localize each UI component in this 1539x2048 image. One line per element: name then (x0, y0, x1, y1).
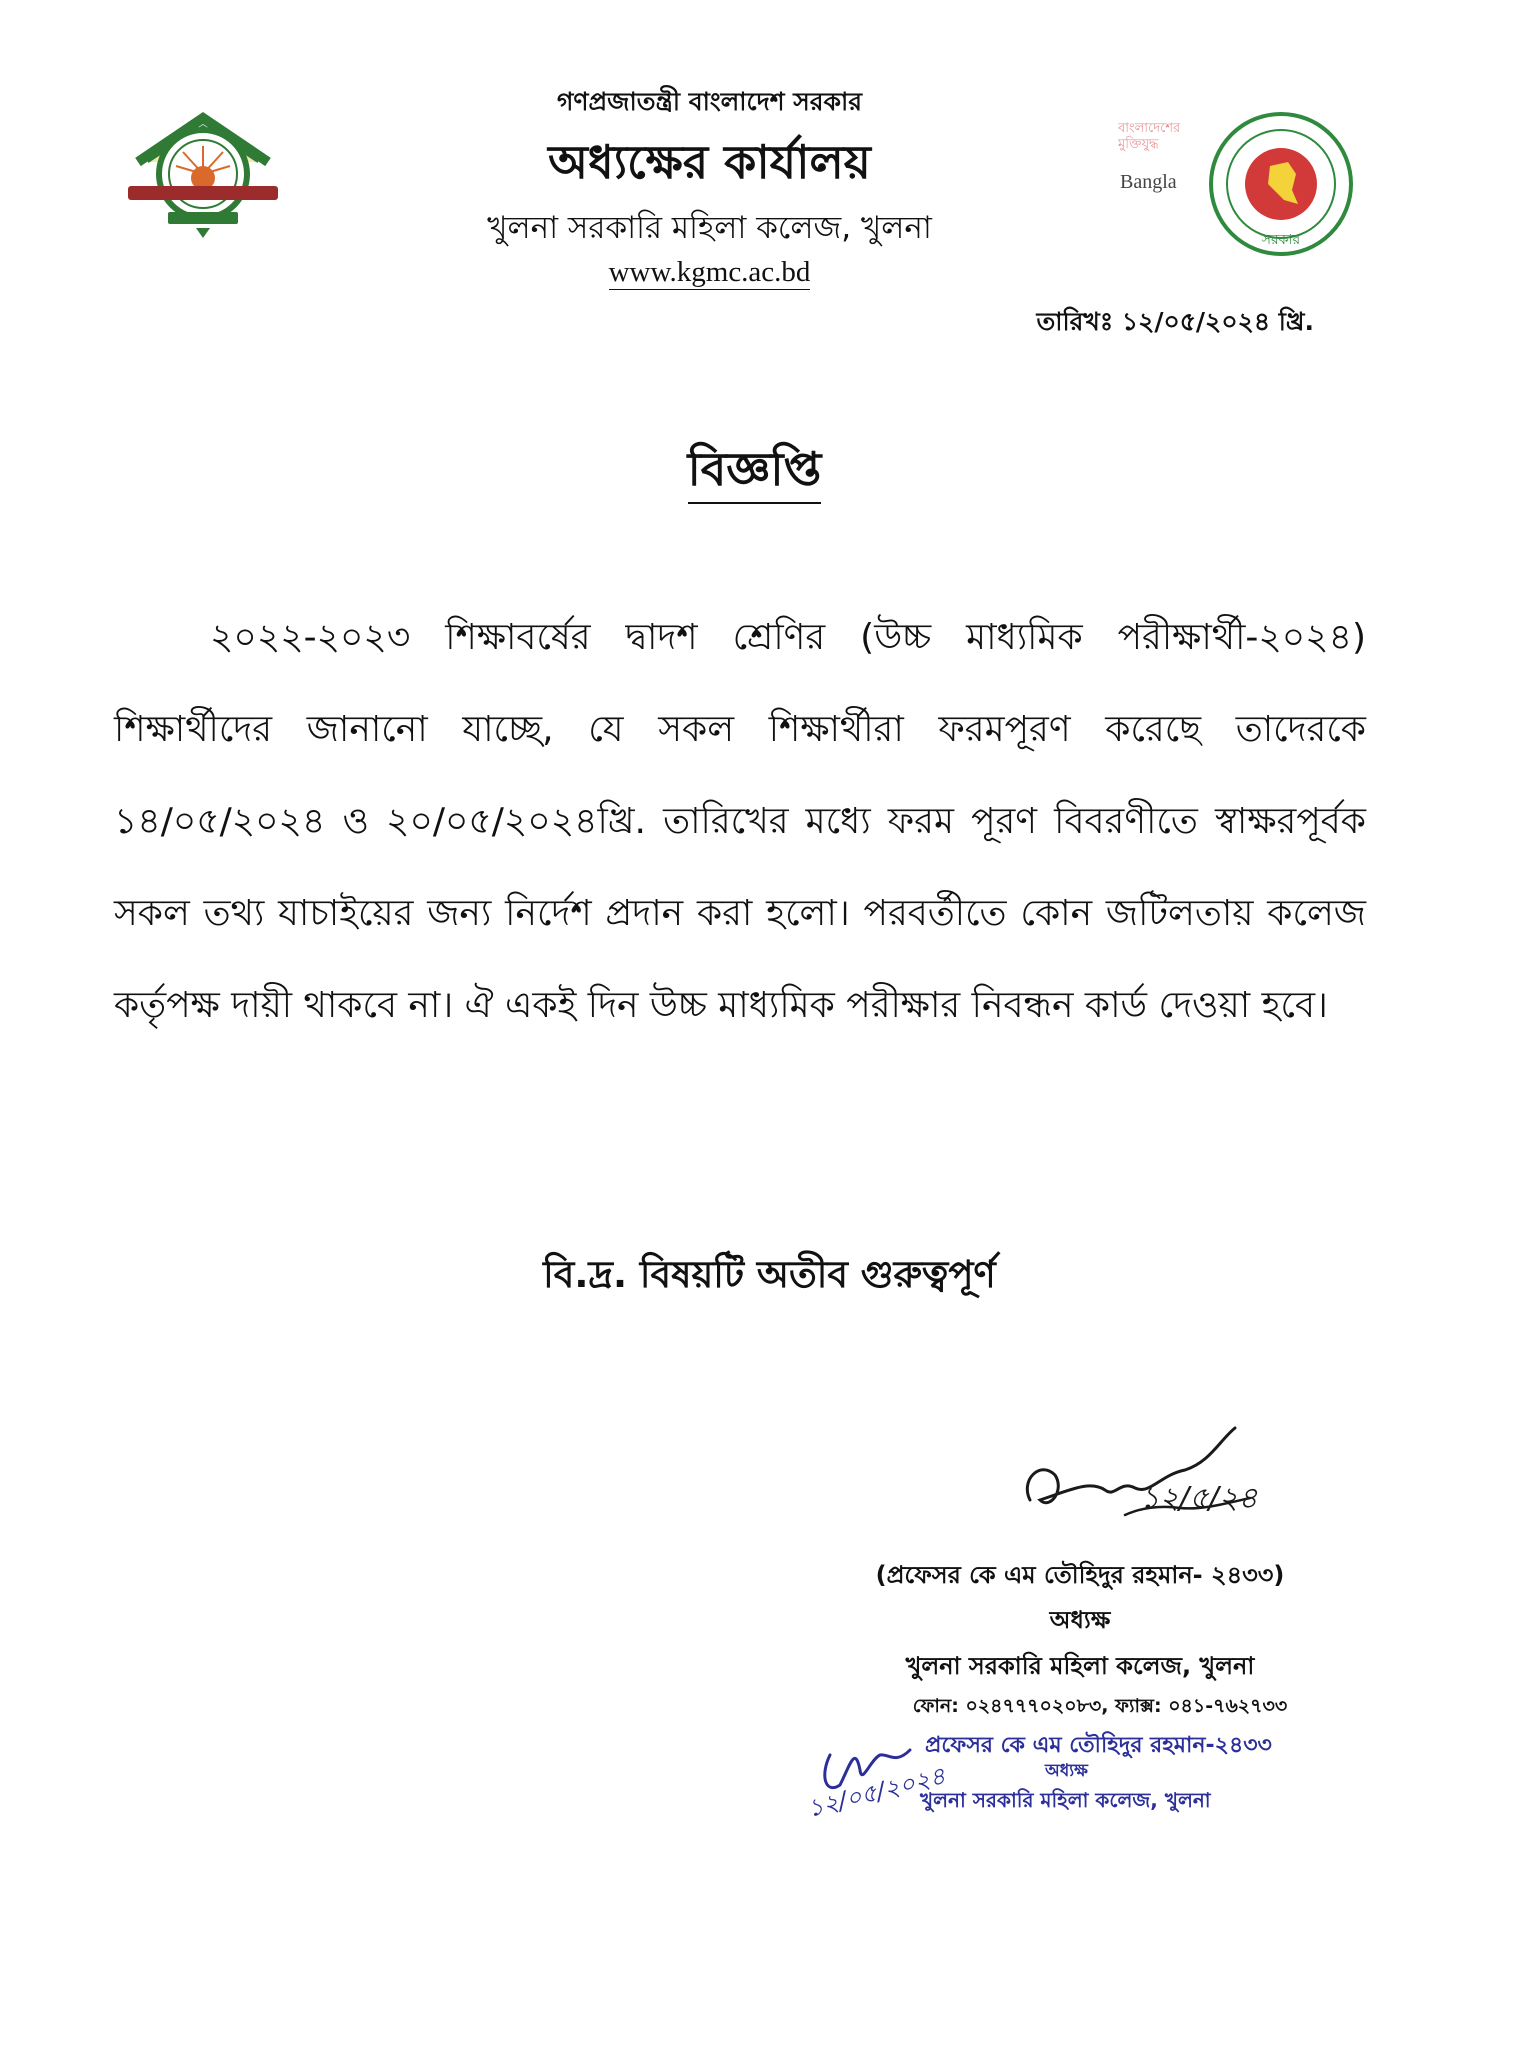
principal-college: খুলনা সরকারি মহিলা কলেজ, খুলনা (905, 1652, 1255, 1680)
notice-date: তারিখঃ ১২/০৫/২০২৪ খ্রি. (1036, 307, 1314, 336)
website-link[interactable]: www.kgmc.ac.bd (608, 256, 811, 288)
principal-designation: অধ্যক্ষ (1049, 1606, 1111, 1634)
svg-text:বাংলাদেশের: বাংলাদেশের (1118, 120, 1181, 135)
seal-label: Bangla (1120, 171, 1177, 193)
svg-text:মুক্তিযুদ্ধ: মুক্তিযুদ্ধ (1118, 136, 1159, 151)
contact-info: ফোন: ০২৪৭৭৭০২০৮৩, ফ্যাক্স: ০৪১-৭৬২৭৩৩ (912, 1695, 1288, 1717)
office-name: অধ্যক্ষের কার্যালয় (548, 135, 871, 189)
principal-name: (প্রফেসর কে এম তৌহিদুর রহমান- ২৪৩৩) (875, 1561, 1285, 1589)
principal-signature-icon (1010, 1420, 1270, 1540)
stamp-college: খুলনা সরকারি মহিলা কলেজ, খুলনা (920, 1788, 1211, 1812)
stamp-designation: অধ্যক্ষ (1045, 1761, 1088, 1781)
government-name: গণপ্রজাতন্ত্রী বাংলাদেশ সরকার (557, 87, 862, 116)
college-name: খুলনা সরকারি মহিলা কলেজ, খুলনা (487, 210, 932, 246)
notice-title: বিজ্ঞপ্তি (688, 442, 822, 504)
website-line (0, 256, 1479, 289)
svg-text:সরকার: সরকার (1261, 231, 1301, 247)
notice-body: ২০২২-২০২৩ শিক্ষাবর্ষের দ্বাদশ শ্রেণির (উচ্চ মাধ্যমিক পরীক্ষার্থী-২০২৪) শিক্ষার্থীদের জানানো যাচ্ছে, যে সকল শিক্ষার্থীরা ফরমপূরণ করেছে তাদেরকে ১৪/০৫/২০২৪ ও ২০/০৫/২০২৪খ্রি. তারিখের মধ্যে ফরম পূরণ বিবরণীতে স্বাক্ষরপূর্বক সকল তথ্য যাচাইয়ের জন্য নির্দেশ প্রদান করা হলো। পরবর্তীতে কোন জটিলতায় কলেজ কর্তৃপক্ষ দায়ী থাকবে না। ঐ একই দিন উচ্চ মাধ্যমিক পরীক্ষার নিবন্ধন কার্ড দেওয়া হবে। (114, 617, 1366, 1026)
svg-text:১২/৫/২৪: ১২/৫/২৪ (1140, 1481, 1258, 1516)
svg-text:১২/০৫/২০২৪: ১২/০৫/২০২৪ (804, 1761, 949, 1823)
stamp-name: প্রফেসর কে এম তৌহিদুর রহমান-২৪৩৩ (925, 1733, 1272, 1758)
notice-title-wrap (0, 435, 1524, 511)
important-note: বি.দ্র. বিষয়টি অতীব গুরুত্বপূর্ণ (543, 1253, 996, 1296)
